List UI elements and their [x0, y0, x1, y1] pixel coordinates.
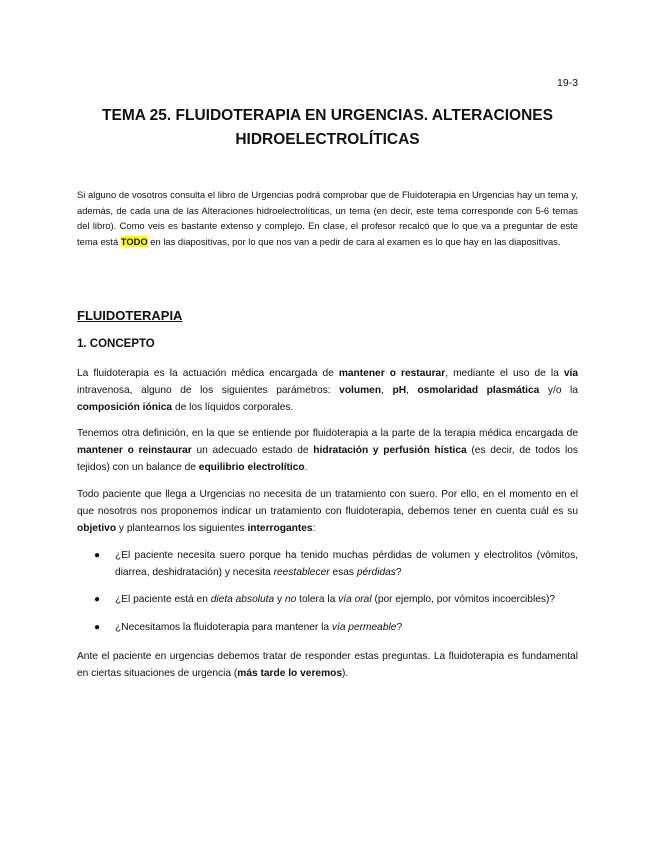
bullet-icon: ●	[94, 621, 101, 633]
intro-paragraph	[77, 187, 578, 249]
paragraph-definition-2	[77, 425, 578, 477]
bold-term: interrogantes	[247, 523, 313, 535]
text-run: y/o la	[539, 385, 578, 397]
bold-term: mantener o reinstaurar	[77, 445, 192, 457]
text-run: ,	[381, 385, 393, 397]
text-run: ¿El paciente necesita suero porque ha tenido muchas pérdidas de volumen y electrolitos (vómitos, diarrea, deshidratación) y necesita	[115, 550, 578, 579]
paragraph-objective	[77, 486, 578, 538]
text-run: esas	[329, 567, 357, 579]
text-run: Todo paciente que llega a Urgencias no necesita de un tratamiento con suero. Por ello, en el momento en el que nosotros nos proponemos indicar un tratamiento con fluidoterapia, debemos tener en cuenta cuál es su	[77, 489, 578, 518]
page-number: 19-3	[556, 77, 578, 89]
text-run: de los líquidos corporales.	[172, 402, 294, 414]
text-run: y plantearnos los siguientes	[116, 523, 248, 535]
text-run: ¿Necesitamos la fluidoterapia para mantener la	[115, 621, 332, 633]
intro-text: Si alguno de vosotros consulta el libro de Urgencias podrá comprobar que de Fluidoterapia en Urgencias hay un tema y, además, de cada una de las Alteraciones hidroelectrolíticas, un tema (en decir, este tema corresponde con 5-6 temas del libro). Como veis es bastante extenso y complejo. En clase, el profesor recalcó que lo que va a preguntar de este tema está	[77, 189, 578, 247]
italic-term: pérdidas	[356, 567, 396, 579]
text-run: ).	[342, 668, 349, 680]
text-run: tolera la	[296, 594, 339, 606]
text-run: intravenosa, alguno de los siguientes parámetros:	[77, 385, 340, 397]
italic-term: vía permeable	[331, 621, 397, 633]
text-run: La fluidoterapia es la actuación médica encargada de	[77, 368, 339, 379]
intro-text: en las diapositivas, por lo que nos van a pedir de cara al examen es lo que hay en las diapositivas.	[147, 235, 561, 247]
highlighted-todo: TODO	[120, 235, 148, 247]
bold-term: mantener o restaurar	[338, 368, 446, 379]
paragraph-definition-1	[77, 365, 578, 417]
bold-term: volumen	[339, 385, 382, 397]
italic-term: no	[284, 594, 297, 606]
text-run: , mediante el uso de la	[445, 368, 564, 379]
question-list	[77, 547, 578, 646]
text-run: ?	[396, 621, 403, 633]
bold-term: osmolaridad plasmática	[417, 385, 540, 397]
title-line-1: TEMA 25. FLUIDOTERAPIA EN URGENCIAS. ALTERACIONES	[102, 107, 553, 124]
document-title	[77, 104, 578, 152]
list-item	[77, 619, 578, 636]
text-run: y	[274, 594, 285, 606]
text-run: .	[304, 462, 308, 474]
text-run: :	[312, 523, 316, 535]
text-run: ?	[395, 567, 402, 579]
bold-term: más tarde lo veremos	[237, 668, 343, 680]
list-item	[77, 591, 578, 608]
title-line-2: HIDROELECTROLÍTICAS	[235, 131, 420, 148]
bold-term: vía	[563, 368, 578, 379]
text-run: (es decir, de todos los tejidos) con un balance de	[77, 445, 579, 474]
bold-term: pH	[392, 385, 407, 397]
italic-term: reestablecer	[273, 567, 330, 579]
list-item	[77, 547, 578, 581]
section-heading: FLUIDOTERAPIA	[77, 308, 183, 323]
bullet-icon: ●	[94, 594, 101, 606]
bold-term: hidratación y perfusión hística	[313, 445, 467, 457]
bold-term: equilibrio electrolítico	[198, 462, 305, 474]
bold-term: composición iónica	[77, 402, 173, 414]
italic-term: vía oral	[338, 594, 372, 606]
text-run: ¿El paciente está en	[115, 594, 211, 606]
text-run: Ante el paciente en urgencias debemos tratar de responder estas preguntas. La fluidoterapia es fundamental en ciertas situaciones de urgencia (	[77, 651, 578, 680]
text-run: ,	[406, 385, 418, 397]
text-run: Tenemos otra definición, en la que se entiende por fluidoterapia a la parte de la terapia médica encargada de	[77, 428, 578, 439]
italic-term: dieta absoluta	[210, 594, 275, 606]
bullet-icon: ●	[94, 550, 101, 561]
subheading-concepto: 1. CONCEPTO	[77, 338, 155, 350]
bold-term: objetivo	[77, 523, 117, 535]
paragraph-closing	[77, 648, 578, 682]
text-run: un adecuado estado de	[191, 445, 314, 457]
text-run: (por ejemplo, por vómitos incoercibles)?	[371, 594, 556, 606]
